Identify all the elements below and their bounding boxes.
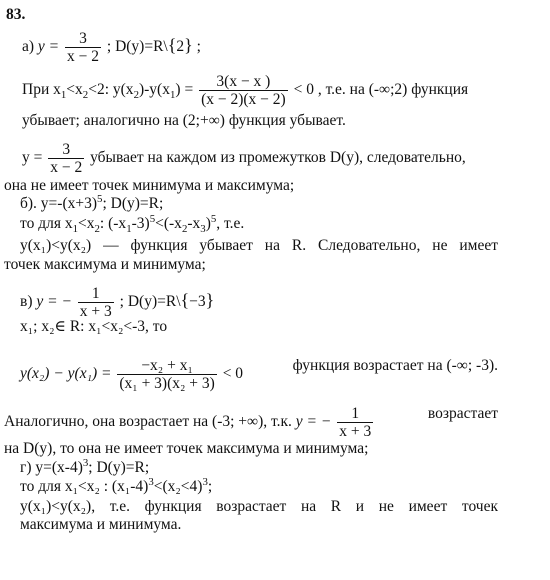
part-b-line4: точек максимума и минимума;: [4, 256, 206, 273]
part-a-y: y =: [37, 38, 60, 56]
fraction-denominator: (x − 2)(x − 2): [201, 91, 286, 108]
fraction-numerator: 3: [65, 30, 101, 48]
part-v-equation: y(x₂) − y(x₁) = $\frac{\text{−x₂ + x₁}}{\text{(x₁ + 3)(x₂ + 3)}}$ < 0 функция возрастает на (-∞; -3).: [20, 357, 498, 392]
part-v-line5: на D(y), то она не имеет точек максимума и минимума;: [4, 440, 369, 457]
part-b-line3: y(x₁)<y(x₂) — функция убывает на R. Следовательно, не имеет: [20, 237, 498, 254]
problem-number: 83.: [6, 6, 26, 23]
part-b-line1: б). $y=-(x+3)^5$; D(y)=R;: [20, 192, 164, 212]
part-a-line4: y = $\frac{3}{x - 2}$ убывает на каждом из промежутков D(y), следовательно,: [22, 141, 466, 176]
part-v-definition: в) y = − $\frac{1}{x + 3}$ ; D(y)=R\{−3}: [20, 285, 215, 320]
part-a-line5: она не имеет точек минимума и максимума;: [4, 177, 295, 194]
difference-fraction: [199, 73, 288, 108]
part-g-line1: г) $y=(x-4)^3$; D(y)=R;: [20, 456, 150, 476]
part-a-definition: а) y = $\frac{3}{x - 2}$ ; D(y)=R\{2} ;: [22, 30, 201, 65]
part-g-line4: максимума и минимума.: [20, 516, 182, 533]
part-g-line2: то для x₁<x₂ : $(x_1-4)^3<(x_2<4)^3$;: [20, 475, 213, 495]
fraction-denominator: x − 2: [67, 48, 100, 65]
part-a-fraction: [65, 30, 101, 65]
part-v-difference-fraction: $\frac{\text{−x₂ + x₁}}{\text{(x₁ + 3)(x₂ + 3)}}$: [119, 357, 215, 392]
part-a-excluded: 2: [176, 38, 185, 56]
part-a-domain: ; D(y)=R\: [106, 38, 168, 56]
part-b-line2: то для $x_1<x_2$: $(-x_1-3)^5<(-x_2-x_3)^5$, т.е.: [20, 212, 245, 236]
part-a-difference: При $x_1<x_2<2$: $y(x_2)-y(x_1)$ = $\frac{3(x - x )}{(x - 2)(x - 2)}$ < 0 , т.е. на (-∞;2) функция: [22, 73, 469, 108]
part-v-line2: x₁; x₂∈ R: x₁<x₂<-3, то: [20, 318, 168, 335]
part-a-fraction-repeat: $\frac{3}{x - 2}$: [50, 141, 83, 176]
fraction-numerator: 3(x − x ): [199, 73, 288, 91]
part-a-line3: убывает; аналогично на (2;+∞) функция убывает.: [22, 112, 346, 129]
part-a-label: а): [22, 38, 35, 56]
part-g-line3: y(x₁)<y(x₂), т.е. функция возрастает на R и не имеет точек: [20, 498, 498, 515]
part-v-line4: Аналогично, она возрастает на (-3; +∞), т.к. y = − $\frac{1}{x + 3}$ возрастает: [4, 405, 498, 440]
part-v-fraction: $\frac{1}{x + 3}$: [79, 285, 112, 320]
